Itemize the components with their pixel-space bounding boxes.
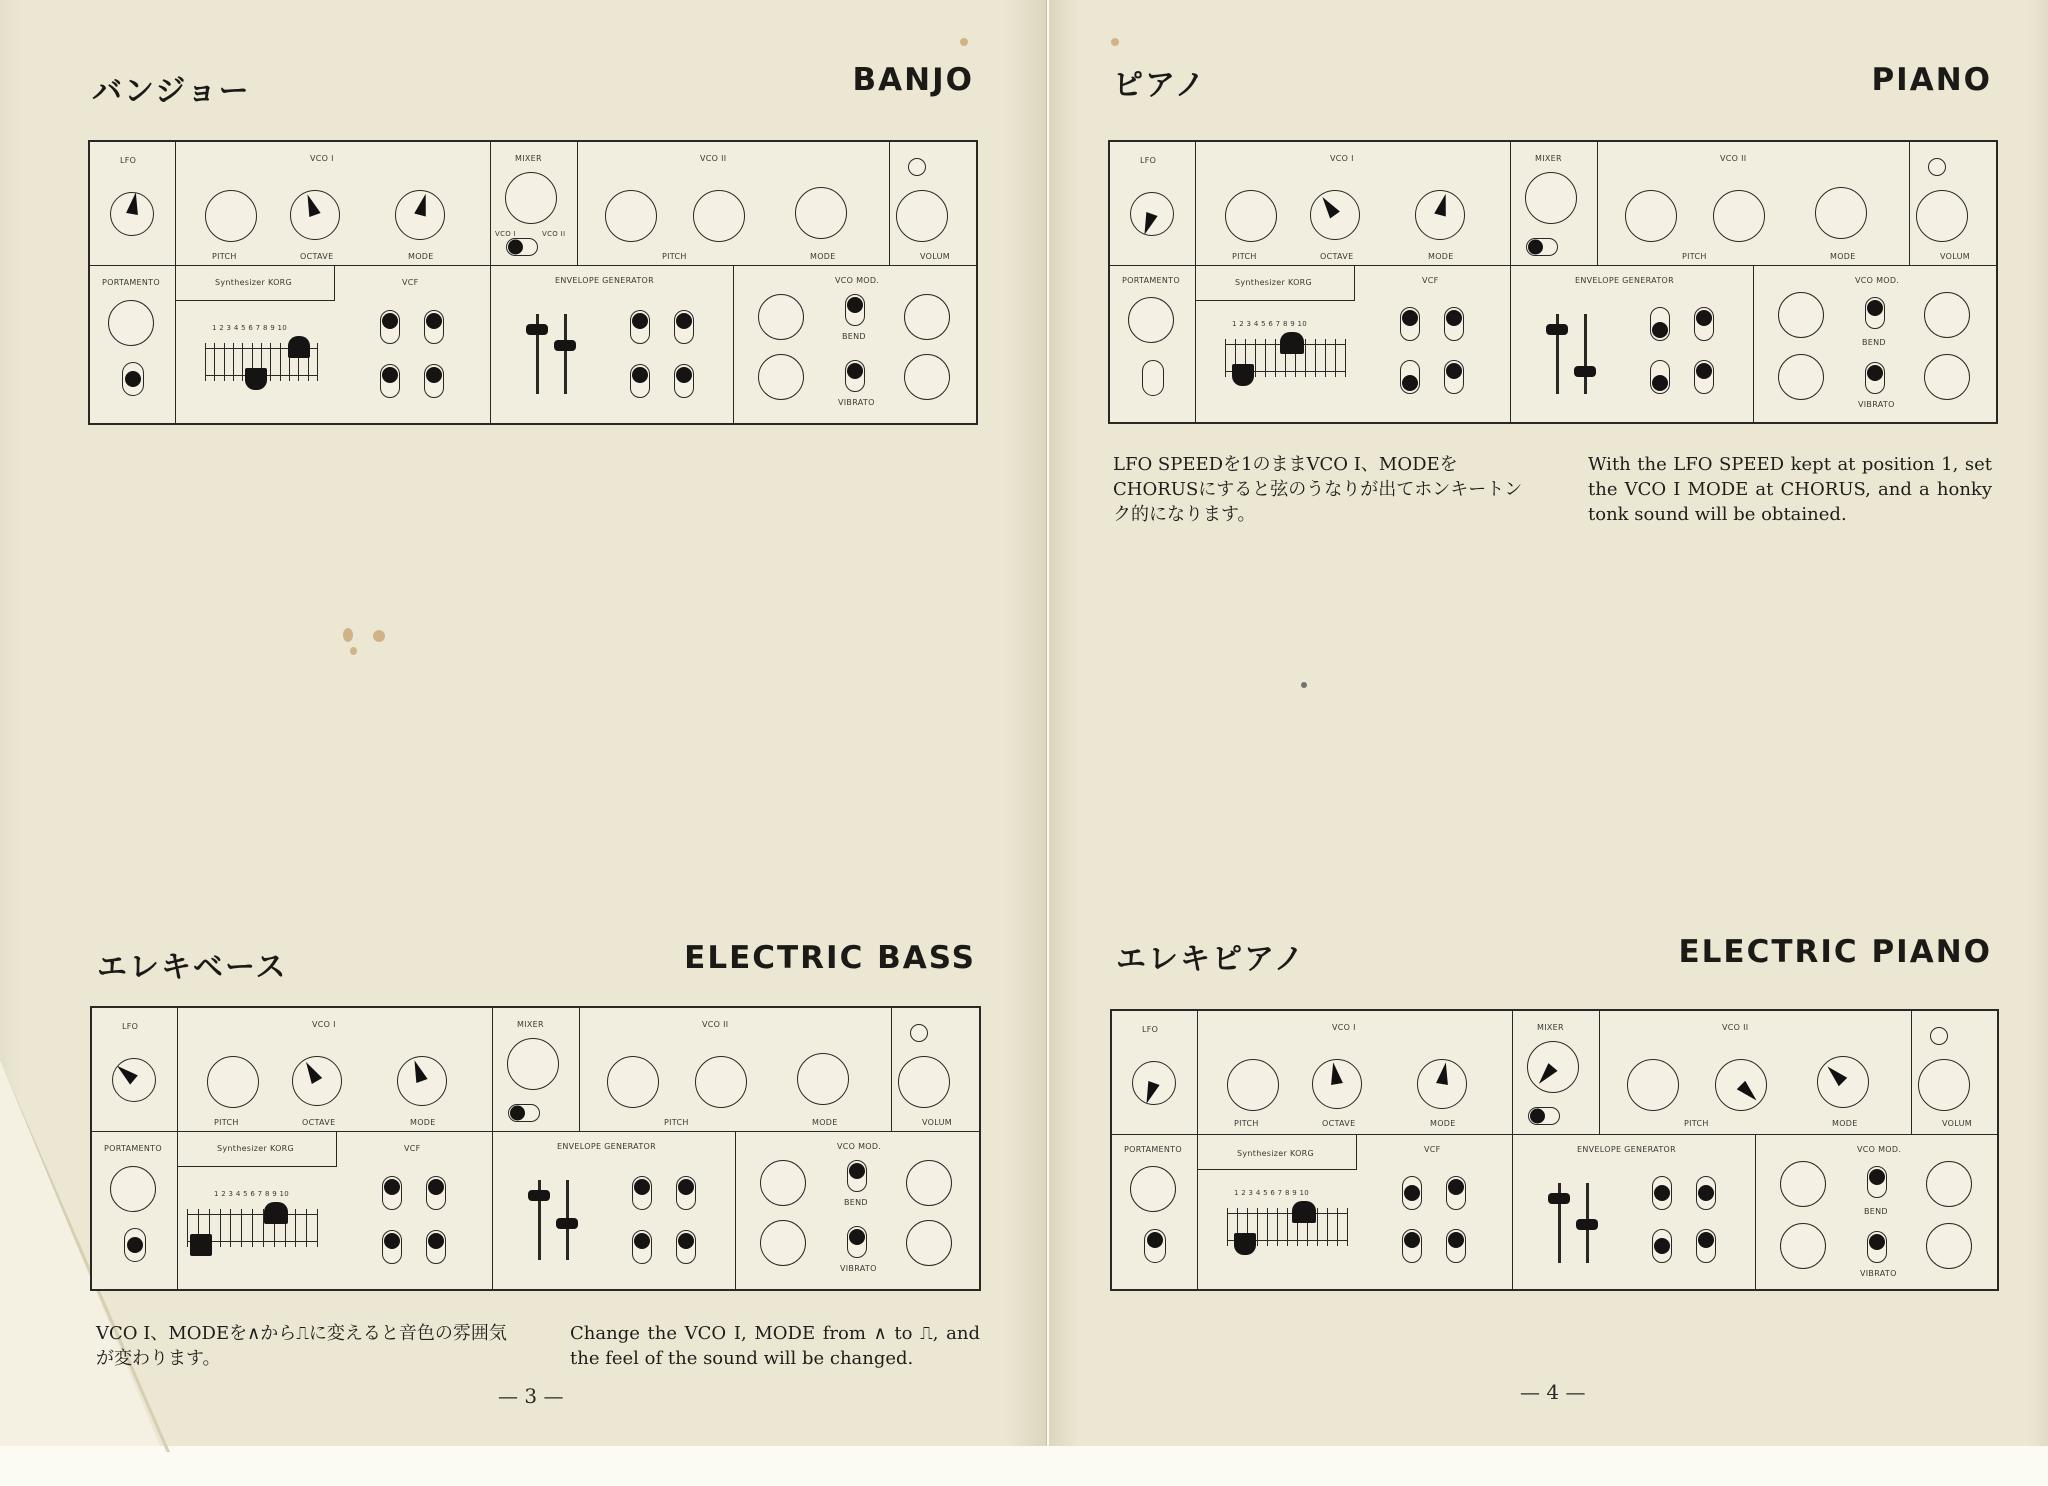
lfo-label: LFO [120, 156, 137, 165]
vco-mod-label: VCO MOD. [1857, 1145, 1902, 1154]
key-tick [224, 343, 225, 381]
bend-label: BEND [842, 332, 866, 341]
mixer-vco1-label: VCO I [495, 230, 516, 238]
bend-label: BEND [844, 1198, 868, 1207]
octave-label: OCTAVE [1322, 1119, 1356, 1128]
vco-mod-knob-3[interactable] [1924, 292, 1970, 338]
key-tick [1317, 1208, 1318, 1246]
description-en: Change the VCO I, MODE from ∧ to ⎍, and the feel of the sound will be changed. [570, 1323, 980, 1369]
lfo-label: LFO [122, 1022, 139, 1031]
volum-label: VOLUM [920, 252, 950, 261]
mixer-label: MIXER [1535, 154, 1562, 163]
key-tick [1327, 1208, 1328, 1246]
description-jp: LFO SPEEDを1のままVCO I、MODEをCHORUSにすると弦のうなりが出てホンキートンク的になります。 [1113, 454, 1523, 525]
mixer-switch[interactable] [1528, 1107, 1560, 1125]
octave-label: OCTAVE [1320, 252, 1354, 261]
key-tick [241, 1209, 242, 1247]
vco-mod-knob-3[interactable] [904, 294, 950, 340]
bend-switch[interactable] [845, 294, 865, 326]
pitch2-label: PITCH [664, 1118, 689, 1127]
keys-numbers: 1 2 3 4 5 6 7 8 9 10 [212, 324, 288, 332]
key-tick [1345, 339, 1346, 377]
brand-label: Synthesizer KORG [217, 1144, 295, 1153]
vco-mod-knob-4[interactable] [1926, 1223, 1972, 1269]
key-tick [187, 1209, 188, 1247]
envelope-label: ENVELOPE GENERATOR [555, 276, 654, 285]
brand-label: Synthesizer KORG [1237, 1149, 1315, 1158]
vibrato-switch[interactable] [1865, 362, 1885, 394]
vcf-switch-1[interactable] [1402, 1176, 1422, 1210]
key-tick [214, 343, 215, 381]
mode-label: MODE [410, 1118, 436, 1127]
vco1-label: VCO I [310, 154, 334, 163]
key-tick [1305, 339, 1306, 377]
mixer-label: MIXER [517, 1020, 544, 1029]
vco-mod-label: VCO MOD. [835, 276, 880, 285]
mode-label: MODE [1428, 252, 1454, 261]
env-switch-1[interactable] [1652, 1176, 1672, 1210]
vcf-label: VCF [404, 1144, 421, 1153]
pitch-label: PITCH [214, 1118, 239, 1127]
pitch-label: PITCH [212, 252, 237, 261]
mode2-label: MODE [1832, 1119, 1858, 1128]
bend-label: BEND [1864, 1207, 1888, 1216]
vcf-label: VCF [402, 278, 419, 287]
vco2-pitch-knob[interactable] [1625, 190, 1677, 242]
octave-knob[interactable] [290, 190, 340, 240]
mixer-knob[interactable] [507, 1038, 559, 1090]
env-switch-2[interactable] [1696, 1176, 1716, 1210]
mode-knob[interactable] [1415, 190, 1465, 240]
key-tick [205, 343, 206, 381]
mode2-label: MODE [810, 252, 836, 261]
portamento-switch[interactable] [1142, 360, 1164, 396]
vco1-label: VCO I [1332, 1023, 1356, 1032]
key-tick [1315, 339, 1316, 377]
env-switch-1[interactable] [1650, 307, 1670, 341]
portamento-knob[interactable] [1128, 297, 1174, 343]
vco-mod-knob-2[interactable] [760, 1220, 806, 1266]
env-switch-4[interactable] [1696, 1229, 1716, 1263]
vco2-mode-knob[interactable] [1817, 1056, 1869, 1108]
vcf-switch-4[interactable] [424, 364, 444, 398]
vco2-label: VCO II [702, 1020, 729, 1029]
octave-knob[interactable] [292, 1056, 342, 1106]
mixer-label: MIXER [515, 154, 542, 163]
volum-label: VOLUM [1942, 1119, 1972, 1128]
panel-title-jp: エレキピアノ [1116, 942, 1306, 977]
envelope-label: ENVELOPE GENERATOR [1575, 276, 1674, 285]
key-tick [1265, 339, 1266, 377]
bend-switch[interactable] [847, 1160, 867, 1192]
lfo-label: LFO [1140, 156, 1157, 165]
pitch-label: PITCH [1232, 252, 1257, 261]
page-number: — 3 — [498, 1384, 564, 1408]
keys-numbers: 1 2 3 4 5 6 7 8 9 10 [1234, 1189, 1310, 1197]
pitch-knob[interactable] [1225, 190, 1277, 242]
key-tick [295, 1209, 296, 1247]
panel-title-en: PIANO [1871, 62, 1992, 98]
octave-label: OCTAVE [300, 252, 334, 261]
power-lamp [910, 1024, 928, 1042]
octave-label: OCTAVE [302, 1118, 336, 1127]
pitch-knob[interactable] [205, 190, 257, 242]
vibrato-label: VIBRATO [838, 398, 875, 407]
lfo-knob[interactable] [1130, 192, 1174, 236]
vco2-pitch-knob[interactable] [605, 190, 657, 242]
volume-knob[interactable] [1918, 1059, 1970, 1111]
description-en: With the LFO SPEED kept at position 1, set the VCO I MODE at CHORUS, and a honky tonk sound will be obtained. [1588, 454, 1992, 525]
power-lamp [1930, 1027, 1948, 1045]
bend-switch[interactable] [1865, 297, 1885, 329]
vco-mod-knob-1[interactable] [1780, 1161, 1826, 1207]
env-switch-1[interactable] [630, 310, 650, 344]
vco-mod-knob-3[interactable] [906, 1160, 952, 1206]
vcf-switch-2[interactable] [424, 310, 444, 344]
description-jp: VCO I、MODEを∧から⎍に変えると音色の雰囲気が変わります。 [96, 1323, 507, 1369]
env-switch-2[interactable] [676, 1176, 696, 1210]
pitch2-label: PITCH [1684, 1119, 1709, 1128]
vibrato-label: VIBRATO [840, 1264, 877, 1273]
vcf-switch-3[interactable] [382, 1230, 402, 1264]
mode2-label: MODE [812, 1118, 838, 1127]
vcf-label: VCF [1422, 276, 1439, 285]
mixer-knob[interactable] [505, 172, 557, 224]
vco-mod-knob-4[interactable] [1924, 354, 1970, 400]
vco-mod-knob-4[interactable] [906, 1220, 952, 1266]
vcf-switch-1[interactable] [380, 310, 400, 344]
mixer-switch[interactable] [506, 238, 538, 256]
env-slider-2[interactable] [1584, 314, 1587, 394]
key-tick [252, 1209, 253, 1247]
volume-knob[interactable] [1916, 190, 1968, 242]
env-switch-3[interactable] [630, 364, 650, 398]
portamento-label: PORTAMENTO [104, 1144, 162, 1153]
env-switch-3[interactable] [632, 1230, 652, 1264]
env-switch-4[interactable] [674, 364, 694, 398]
key-tick [1347, 1208, 1348, 1246]
volume-knob[interactable] [896, 190, 948, 242]
key-tick [1227, 1208, 1228, 1246]
key-tick [317, 1209, 318, 1247]
key-tick [317, 343, 318, 381]
vco2-knob-b[interactable] [693, 190, 745, 242]
vco2-pitch-knob[interactable] [1627, 1059, 1679, 1111]
brand-label: Synthesizer KORG [215, 278, 293, 287]
vco-mod-label: VCO MOD. [1855, 276, 1900, 285]
vibrato-switch[interactable] [847, 1226, 867, 1258]
vcf-switch-1[interactable] [382, 1176, 402, 1210]
pitch-knob[interactable] [1227, 1059, 1279, 1111]
panel-title-jp: ピアノ [1113, 68, 1207, 103]
env-switch-4[interactable] [676, 1230, 696, 1264]
key-tick [230, 1209, 231, 1247]
vcf-switch-4[interactable] [1444, 360, 1464, 394]
portamento-label: PORTAMENTO [1122, 276, 1180, 285]
env-switch-3[interactable] [1650, 360, 1670, 394]
synth-panel-banjo [88, 140, 978, 425]
volum-label: VOLUM [922, 1118, 952, 1127]
portamento-label: PORTAMENTO [102, 278, 160, 287]
key-tick [270, 343, 271, 381]
mode-knob[interactable] [395, 190, 445, 240]
env-switch-3[interactable] [1652, 1229, 1672, 1263]
mixer-knob[interactable] [1525, 172, 1577, 224]
panel-title-jp: バンジョー [92, 74, 251, 109]
synth-panel-electric-bass [90, 1006, 981, 1291]
vcf-switch-1[interactable] [1400, 307, 1420, 341]
power-lamp [1928, 158, 1946, 176]
env-switch-2[interactable] [674, 310, 694, 344]
vcf-switch-2[interactable] [1446, 1176, 1466, 1210]
vco2-mode-knob[interactable] [1815, 187, 1867, 239]
vco-mod-knob-1[interactable] [1778, 292, 1824, 338]
vco-mod-knob-2[interactable] [1780, 1223, 1826, 1269]
key-tick [1257, 1208, 1258, 1246]
mixer-label: MIXER [1537, 1023, 1564, 1032]
mode-label: MODE [1430, 1119, 1456, 1128]
mixer-switch[interactable] [508, 1104, 540, 1122]
volume-knob[interactable] [898, 1056, 950, 1108]
vco2-knob-b[interactable] [1713, 190, 1765, 242]
vco2-pitch-knob[interactable] [607, 1056, 659, 1108]
env-switch-1[interactable] [632, 1176, 652, 1210]
pitch2-label: PITCH [662, 252, 687, 261]
octave-knob[interactable] [1312, 1059, 1362, 1109]
keys-numbers: 1 2 3 4 5 6 7 8 9 10 [214, 1190, 290, 1198]
key-tick [1267, 1208, 1268, 1246]
panel-title-en: BANJO [852, 62, 974, 98]
key-tick [306, 1209, 307, 1247]
vcf-switch-3[interactable] [1402, 1229, 1422, 1263]
key-tick [242, 343, 243, 381]
vco2-knob-b[interactable] [695, 1056, 747, 1108]
vco1-label: VCO I [1330, 154, 1354, 163]
key-tick [1287, 1208, 1288, 1246]
vco-mod-knob-1[interactable] [758, 294, 804, 340]
synth-panel-piano [1108, 140, 1998, 424]
key-tick [1225, 339, 1226, 377]
mode-knob[interactable] [1417, 1059, 1467, 1109]
vco2-label: VCO II [700, 154, 727, 163]
key-tick [220, 1209, 221, 1247]
vco-mod-label: VCO MOD. [837, 1142, 882, 1151]
key-tick [1277, 1208, 1278, 1246]
vco2-mode-knob[interactable] [795, 187, 847, 239]
mode-knob[interactable] [397, 1056, 447, 1106]
key-tick [280, 343, 281, 381]
vco-mod-knob-2[interactable] [758, 354, 804, 400]
lfo-knob[interactable] [112, 1058, 156, 1102]
env-slider-2[interactable] [564, 314, 567, 394]
portamento-switch[interactable] [122, 362, 144, 396]
synth-panel-electric-piano [1110, 1009, 1999, 1291]
page-number: — 4 — [1520, 1380, 1586, 1404]
key-tick [1255, 339, 1256, 377]
panel-title-en: ELECTRIC BASS [684, 940, 976, 976]
octave-knob[interactable] [1310, 190, 1360, 240]
vibrato-label: VIBRATO [1860, 1269, 1897, 1278]
lfo-knob[interactable] [110, 192, 154, 236]
lfo-label: LFO [1142, 1025, 1159, 1034]
env-switch-4[interactable] [1694, 360, 1714, 394]
vcf-label: VCF [1424, 1145, 1441, 1154]
vcf-switch-4[interactable] [1446, 1229, 1466, 1263]
keys-numbers: 1 2 3 4 5 6 7 8 9 10 [1232, 320, 1308, 328]
vcf-switch-2[interactable] [1444, 307, 1464, 341]
portamento-knob[interactable] [1130, 1166, 1176, 1212]
portamento-switch[interactable] [1144, 1229, 1166, 1263]
vcf-switch-2[interactable] [426, 1176, 446, 1210]
envelope-label: ENVELOPE GENERATOR [557, 1142, 656, 1151]
envelope-label: ENVELOPE GENERATOR [1577, 1145, 1676, 1154]
env-switch-2[interactable] [1694, 307, 1714, 341]
mixer-switch[interactable] [1526, 238, 1558, 256]
volum-label: VOLUM [1940, 252, 1970, 261]
brand-label: Synthesizer KORG [1235, 278, 1313, 287]
vco2-mode-knob[interactable] [797, 1053, 849, 1105]
vco-mod-knob-1[interactable] [760, 1160, 806, 1206]
vcf-switch-3[interactable] [380, 364, 400, 398]
vco2-label: VCO II [1722, 1023, 1749, 1032]
mode2-label: MODE [1830, 252, 1856, 261]
key-tick [1337, 1208, 1338, 1246]
bend-label: BEND [1862, 338, 1886, 347]
key-tick [1335, 339, 1336, 377]
vibrato-switch[interactable] [845, 360, 865, 392]
vco-mod-knob-4[interactable] [904, 354, 950, 400]
vco-mod-knob-3[interactable] [1926, 1161, 1972, 1207]
bend-switch[interactable] [1867, 1166, 1887, 1198]
vco2-knob-b[interactable] [1715, 1059, 1767, 1111]
vcf-switch-4[interactable] [426, 1230, 446, 1264]
vco1-label: VCO I [312, 1020, 336, 1029]
portamento-knob[interactable] [110, 1166, 156, 1212]
lfo-knob[interactable] [1132, 1061, 1176, 1105]
key-tick [233, 343, 234, 381]
vibrato-switch[interactable] [1867, 1231, 1887, 1263]
pitch-label: PITCH [1234, 1119, 1259, 1128]
pitch2-label: PITCH [1682, 252, 1707, 261]
vco-mod-knob-2[interactable] [1778, 354, 1824, 400]
mode-label: MODE [408, 252, 434, 261]
key-tick [1325, 339, 1326, 377]
vibrato-label: VIBRATO [1858, 400, 1895, 409]
power-lamp [908, 158, 926, 176]
mixer-vco2-label: VCO II [542, 230, 566, 238]
vcf-switch-3[interactable] [1400, 360, 1420, 394]
panel-title-en: ELECTRIC PIANO [1678, 934, 1992, 970]
vco2-label: VCO II [1720, 154, 1747, 163]
portamento-switch[interactable] [124, 1228, 146, 1262]
panel-title-jp: エレキベース [97, 950, 288, 985]
portamento-label: PORTAMENTO [1124, 1145, 1182, 1154]
key-tick [1275, 339, 1276, 377]
portamento-knob[interactable] [108, 300, 154, 346]
pitch-knob[interactable] [207, 1056, 259, 1108]
mixer-knob[interactable] [1527, 1041, 1579, 1093]
